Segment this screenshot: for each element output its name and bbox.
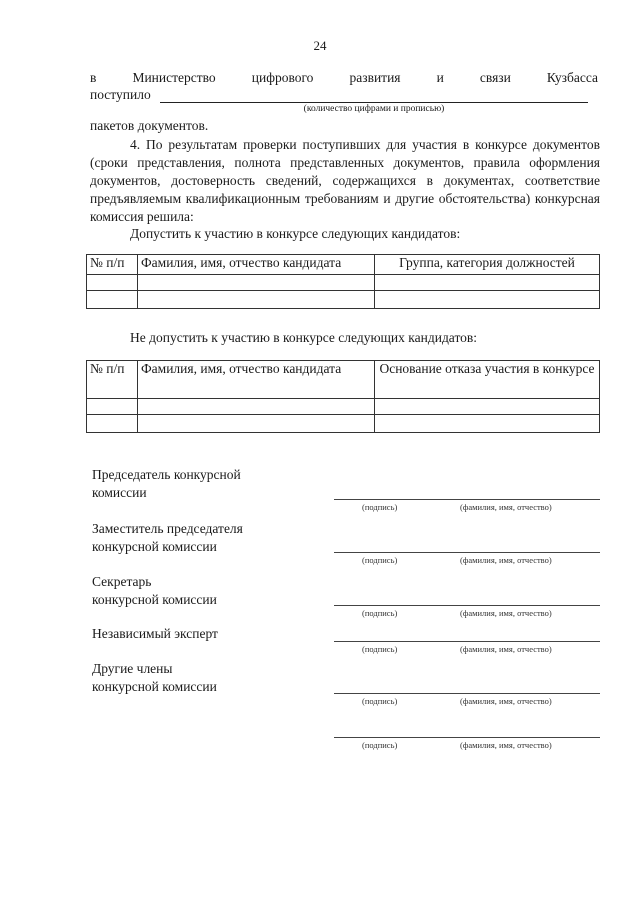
table-header-row — [87, 255, 600, 275]
intro-word: связи — [479, 70, 511, 85]
deputy-label: Заместитель председателя конкурсной комиссии — [92, 521, 243, 554]
intro-word: и — [436, 70, 444, 85]
received-fill-line — [160, 102, 588, 103]
table-cell — [375, 415, 600, 433]
name-caption: (фамилия, имя, отчество) — [460, 502, 552, 512]
intro-word: в — [90, 70, 97, 85]
sign-caption: (подпись) — [362, 696, 398, 706]
table-header-cell: Основание отказа участия в конкурсе — [375, 361, 600, 399]
table-header-cell: № п/п — [87, 361, 138, 399]
admit-heading: Допустить к участию в конкурсе следующих кандидатов: — [130, 226, 461, 241]
reject-heading: Не допустить к участию в конкурсе следующих кандидатов: — [130, 330, 478, 345]
admit-table — [86, 254, 600, 309]
table-header-cell: Фамилия, имя, отчество кандидата — [138, 361, 375, 399]
sign-caption: (подпись) — [362, 644, 398, 654]
table-cell — [375, 291, 600, 309]
packages-text: пакетов документов. — [90, 118, 209, 133]
secretary-signature-line — [334, 605, 600, 606]
table-row — [87, 291, 600, 309]
name-caption: (фамилия, имя, отчество) — [460, 555, 552, 565]
intro-word: Министерство — [132, 70, 216, 85]
table-header-cell: № п/п — [87, 255, 138, 275]
intro-word: развития — [349, 70, 401, 85]
table-cell — [138, 291, 375, 309]
table-header-cell: Группа, категория должностей — [375, 255, 600, 275]
name-caption: (фамилия, имя, отчество) — [460, 696, 552, 706]
secretary-label: Секретарь конкурсной комиссии — [92, 574, 217, 607]
sign-caption: (подпись) — [362, 555, 398, 565]
table-cell — [375, 275, 600, 291]
deputy-signature-line — [334, 552, 600, 553]
table-header-cell: Фамилия, имя, отчество кандидата — [138, 255, 375, 275]
name-caption: (фамилия, имя, отчество) — [460, 740, 552, 750]
reject-table — [86, 360, 600, 433]
table-cell — [87, 291, 138, 309]
table-cell — [138, 415, 375, 433]
received-label: поступило — [90, 87, 151, 102]
others-label: Другие члены конкурсной комиссии — [92, 661, 217, 694]
chair-label: Председатель конкурсной комиссии — [92, 467, 241, 500]
sign-caption: (подпись) — [362, 608, 398, 618]
table-row — [87, 275, 600, 291]
table-row — [87, 399, 600, 415]
sign-caption: (подпись) — [362, 502, 398, 512]
table-cell — [138, 399, 375, 415]
intro-line — [90, 70, 598, 86]
table-header-row — [87, 361, 600, 399]
sign-caption: (подпись) — [362, 740, 398, 750]
others-signature-line-2 — [334, 737, 600, 738]
expert-signature-line — [334, 641, 600, 642]
chair-signature-line — [334, 499, 600, 500]
intro-word: Кузбасса — [546, 70, 598, 85]
name-caption: (фамилия, имя, отчество) — [460, 608, 552, 618]
expert-label: Независимый эксперт — [92, 626, 218, 641]
name-caption: (фамилия, имя, отчество) — [460, 644, 552, 654]
page-number: 24 — [313, 38, 327, 53]
table-cell — [87, 399, 138, 415]
others-signature-line-1 — [334, 693, 600, 694]
table-cell — [87, 275, 138, 291]
intro-word: цифрового — [251, 70, 314, 85]
table-row — [87, 415, 600, 433]
received-hint: (количество цифрами и прописью) — [303, 104, 445, 114]
table-cell — [375, 399, 600, 415]
table-cell — [87, 415, 138, 433]
table-cell — [138, 275, 375, 291]
paragraph-4: 4. По результатам проверки поступивших для участия в конкурсе документов (сроки представления, полнота представленных документов, правила оформления документов, достоверность сведений, содержащихся в документах, соответствие предъявляемым квалификационным требованиям и другие обстоятельства) конкурсная комиссия решила: — [90, 137, 600, 224]
